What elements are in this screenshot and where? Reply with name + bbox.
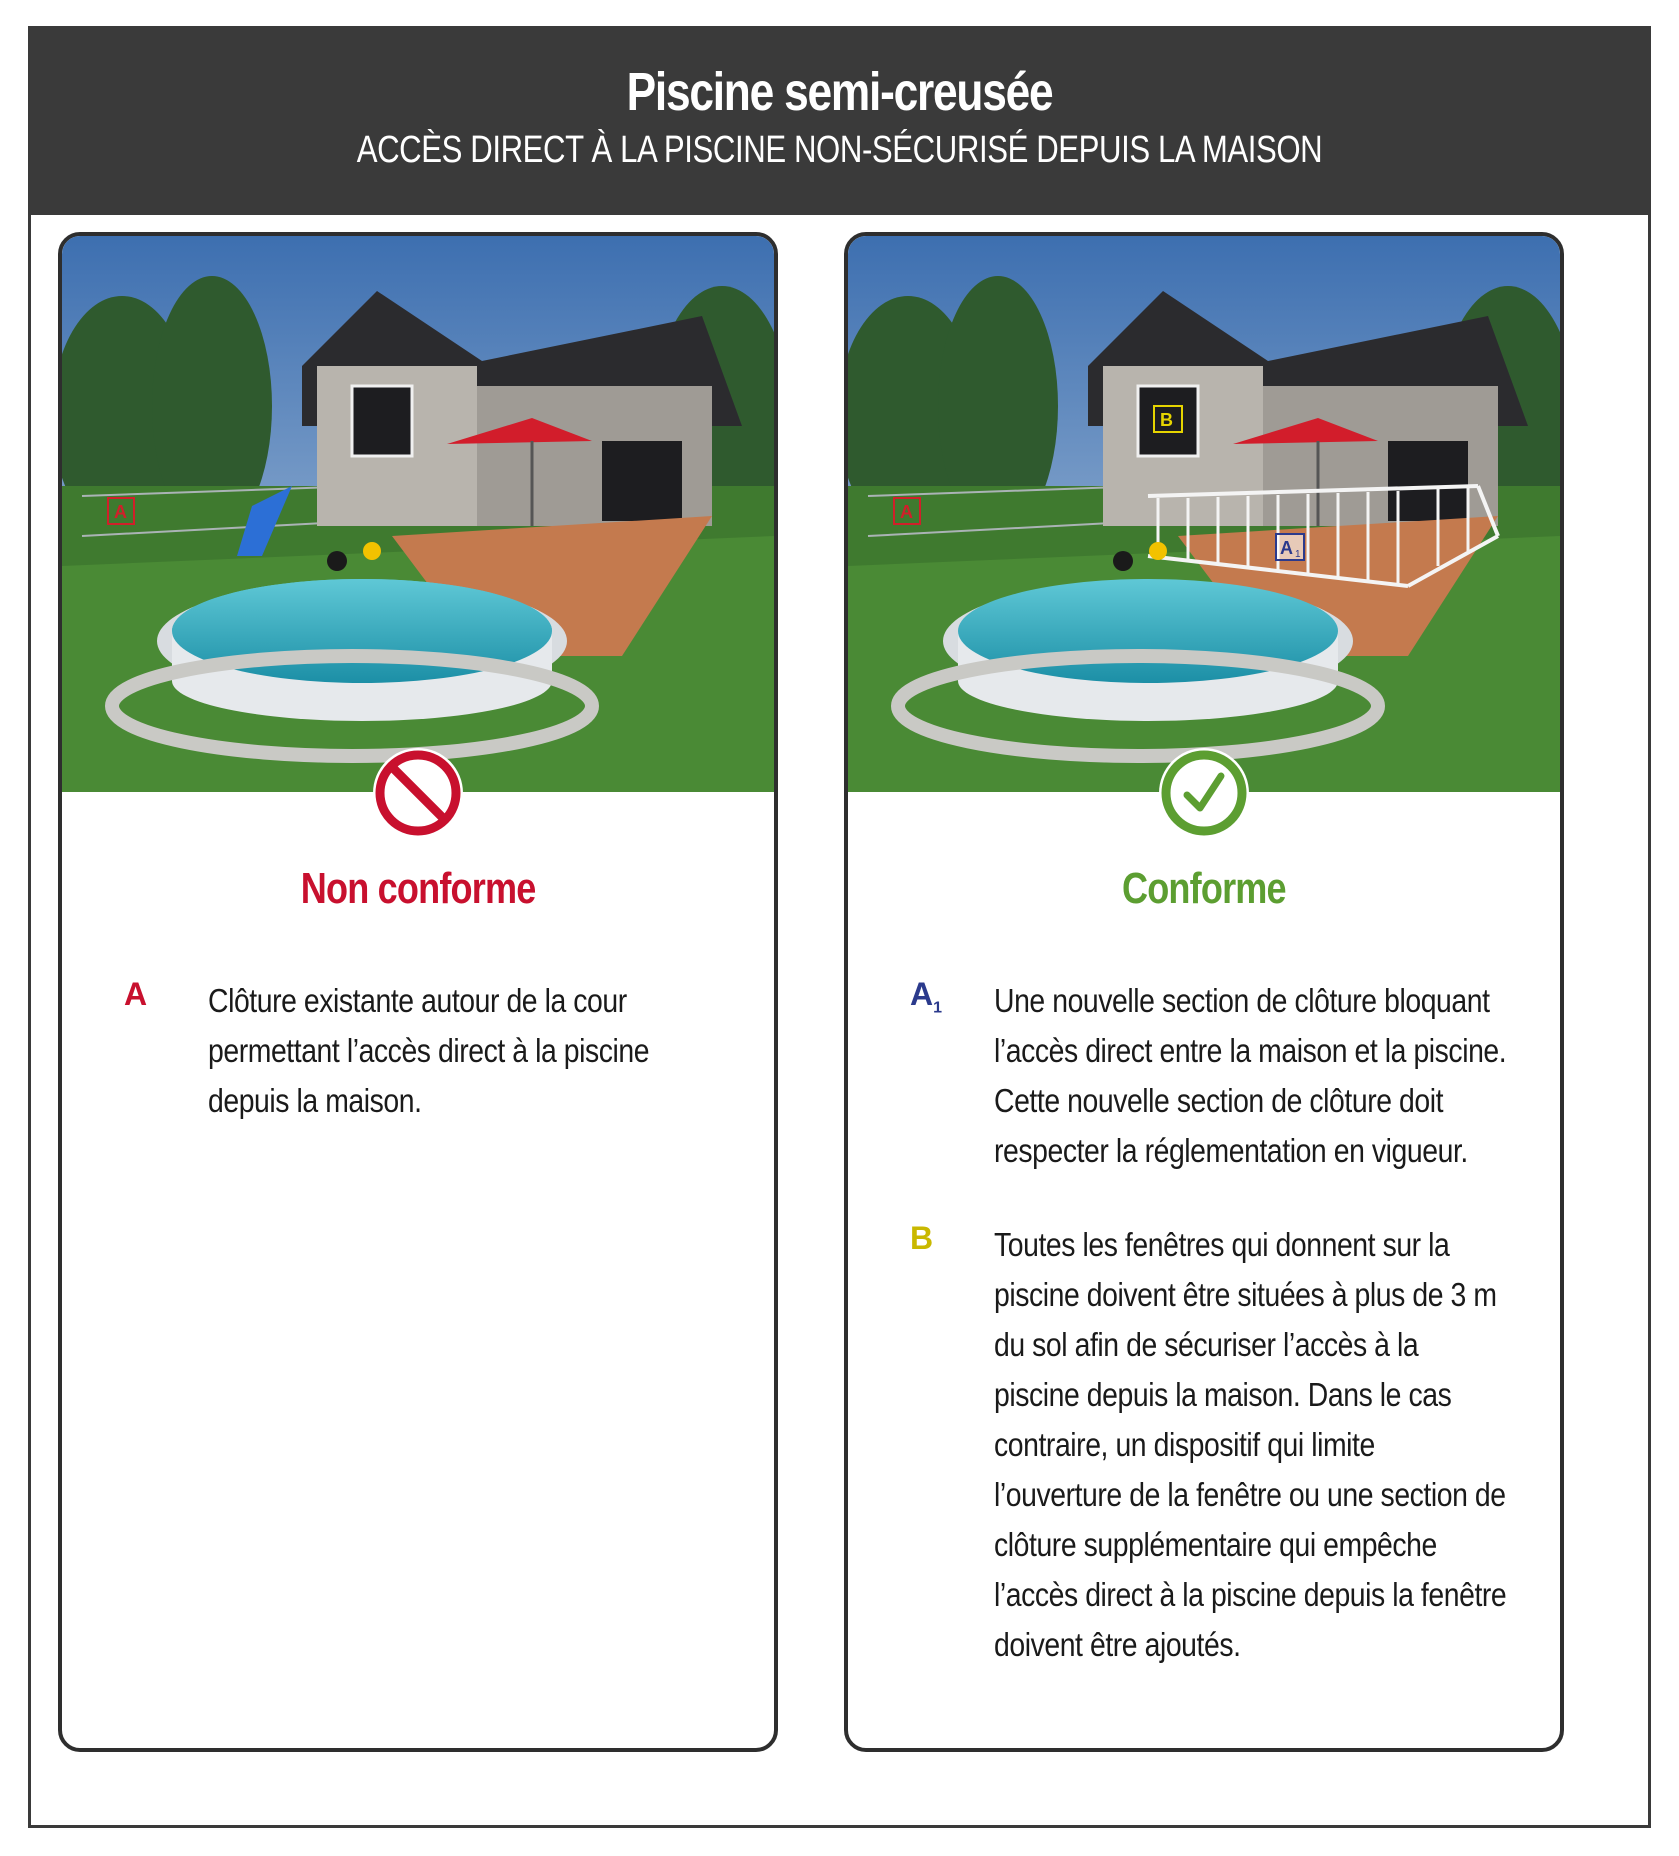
checkmark-icon	[1159, 748, 1249, 838]
note-marker-a: A	[124, 976, 148, 1012]
status-conforme: Conforme	[1122, 864, 1286, 913]
note-b	[848, 1220, 1560, 1670]
scene-marker-b: B	[1160, 410, 1173, 430]
note-text-a1: Une nouvelle section de clôture bloquant l’accès direct entre la maison et la piscine. Cette nouvelle section de clôture doit respecter la réglementation en vigueur.	[994, 982, 1507, 1169]
house-window-upper	[352, 386, 412, 456]
notes-list	[62, 976, 774, 1170]
scene-marker-a1-sub: 1	[1295, 549, 1301, 560]
note-a1	[848, 976, 1560, 1176]
scene-marker-a: A	[114, 502, 127, 522]
note-marker-a1: $A_1$	[910, 976, 943, 1017]
prohibited-icon	[373, 748, 463, 838]
panel-conforme	[844, 232, 1564, 1752]
page-subtitle: ACCÈS DIRECT À LA PISCINE NON-SÉCURISÉ DEPUIS LA MAISON	[356, 129, 1323, 172]
panel-non-conforme	[58, 232, 778, 1752]
note-text-b: Toutes les fenêtres qui donnent sur la piscine doivent être situées à plus de 3 m du sol afin de sécuriser l’accès à la piscine depuis la maison. Dans le cas contraire, un dispositif qui limite l’ouverture de la fenêtre ou une section de clôture supplémentaire qui empêche l’accès direct à la piscine depuis la fenêtre doivent être ajoutés.	[994, 1226, 1507, 1663]
scene-marker-a: A	[900, 502, 913, 522]
header-bar	[31, 29, 1648, 215]
status-non-conforme: Non conforme	[300, 864, 536, 913]
note-marker-a1-sub: 1	[933, 999, 943, 1017]
note-marker-b: B	[910, 1220, 934, 1256]
page-title: Piscine semi-creusée	[626, 62, 1053, 122]
note-a	[62, 976, 774, 1126]
scene-illustration-non-conforme	[62, 236, 774, 792]
notes-list	[848, 976, 1560, 1714]
note-text-a: Clôture existante autour de la cour permettant l’accès direct à la piscine depuis la maison.	[208, 982, 650, 1119]
scene-marker-a1: A	[1280, 538, 1293, 558]
scene-illustration-conforme	[848, 236, 1560, 792]
